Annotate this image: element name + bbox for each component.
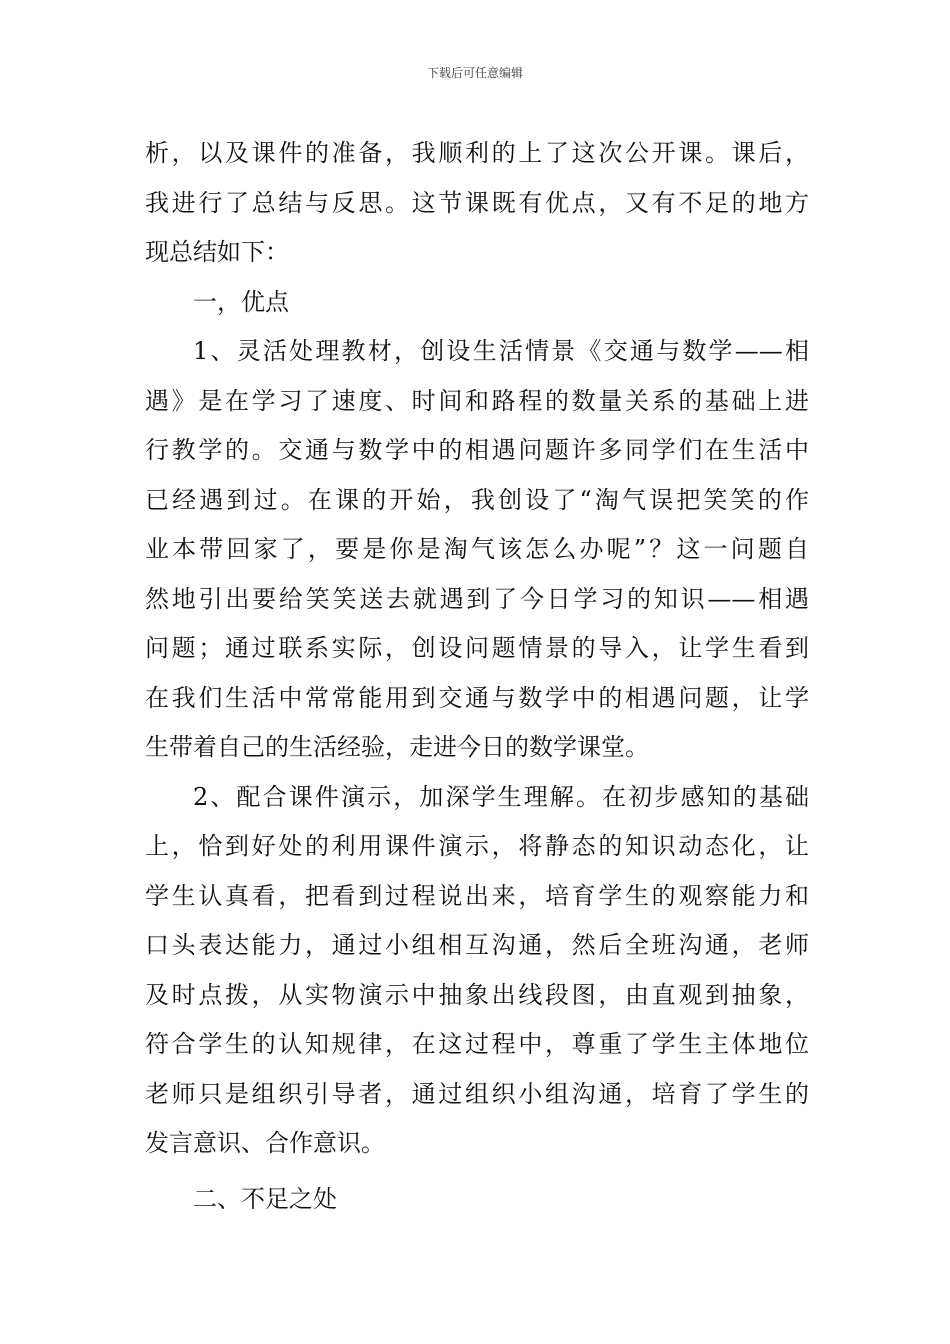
text-line-6: 遇》是在学习了速度、时间和路程的数量关系的基础上进 [145,386,809,415]
document-body [145,129,809,1224]
text-line-5: 1、灵活处理教材，创设生活情景《交通与数学——相 [193,337,809,365]
page-header: 下载后可任意编辑 [426,66,523,80]
text-line-12: 在我们生活中常常能用到交通与数学中的相遇问题，让学 [145,683,809,712]
section-heading-strengths: 一，优点 [193,287,289,316]
text-line-1: 析，以及课件的准备，我顺利的上了这次公开课。课后， [145,139,809,167]
text-line-20: 老师只是组织引导者，通过组织小组沟通，培育了学生的 [145,1079,809,1108]
text-line-10: 然地引出要给笑笑送去就遇到了今日学习的知识——相遇 [145,584,809,613]
text-line-19: 符合学生的认知规律，在这过程中，尊重了学生主体地位 [145,1030,809,1058]
text-line-18: 及时点拨，从实物演示中抽象出线段图，由直观到抽象， [145,980,809,1009]
text-line-13: 生带着自己的生活经验，走进今日的数学课堂。 [145,733,649,761]
text-line-21: 发言意识、合作意识。 [145,1129,385,1157]
text-line-7: 行教学的。交通与数学中的相遇问题许多同学们在生活中 [145,436,809,464]
text-line-17: 口头表达能力，通过小组相互沟通，然后全班沟通，老师 [145,931,809,959]
section-heading-shortcomings: 二、不足之处 [193,1184,337,1213]
text-line-11: 问题；通过联系实际，创设问题情景的导入，让学生看到 [145,634,809,662]
text-line-8: 已经遇到过。在课的开始，我创设了“淘气误把笑笑的作 [145,485,809,514]
text-line-16: 学生认真看，把看到过程说出来，培育学生的观察能力和 [145,881,809,910]
text-line-14: 2、配合课件演示，加深学生理解。在初步感知的基础 [193,782,809,811]
text-line-2: 我进行了总结与反思。这节课既有优点，又有不足的地方 [145,188,809,217]
text-line-9: 业本带回家了，要是你是淘气该怎么办呢”？这一问题自 [145,535,809,563]
text-line-3: 现总结如下： [145,238,289,266]
text-line-15: 上，恰到好处的利用课件演示，将静态的知识动态化，让 [145,832,809,860]
